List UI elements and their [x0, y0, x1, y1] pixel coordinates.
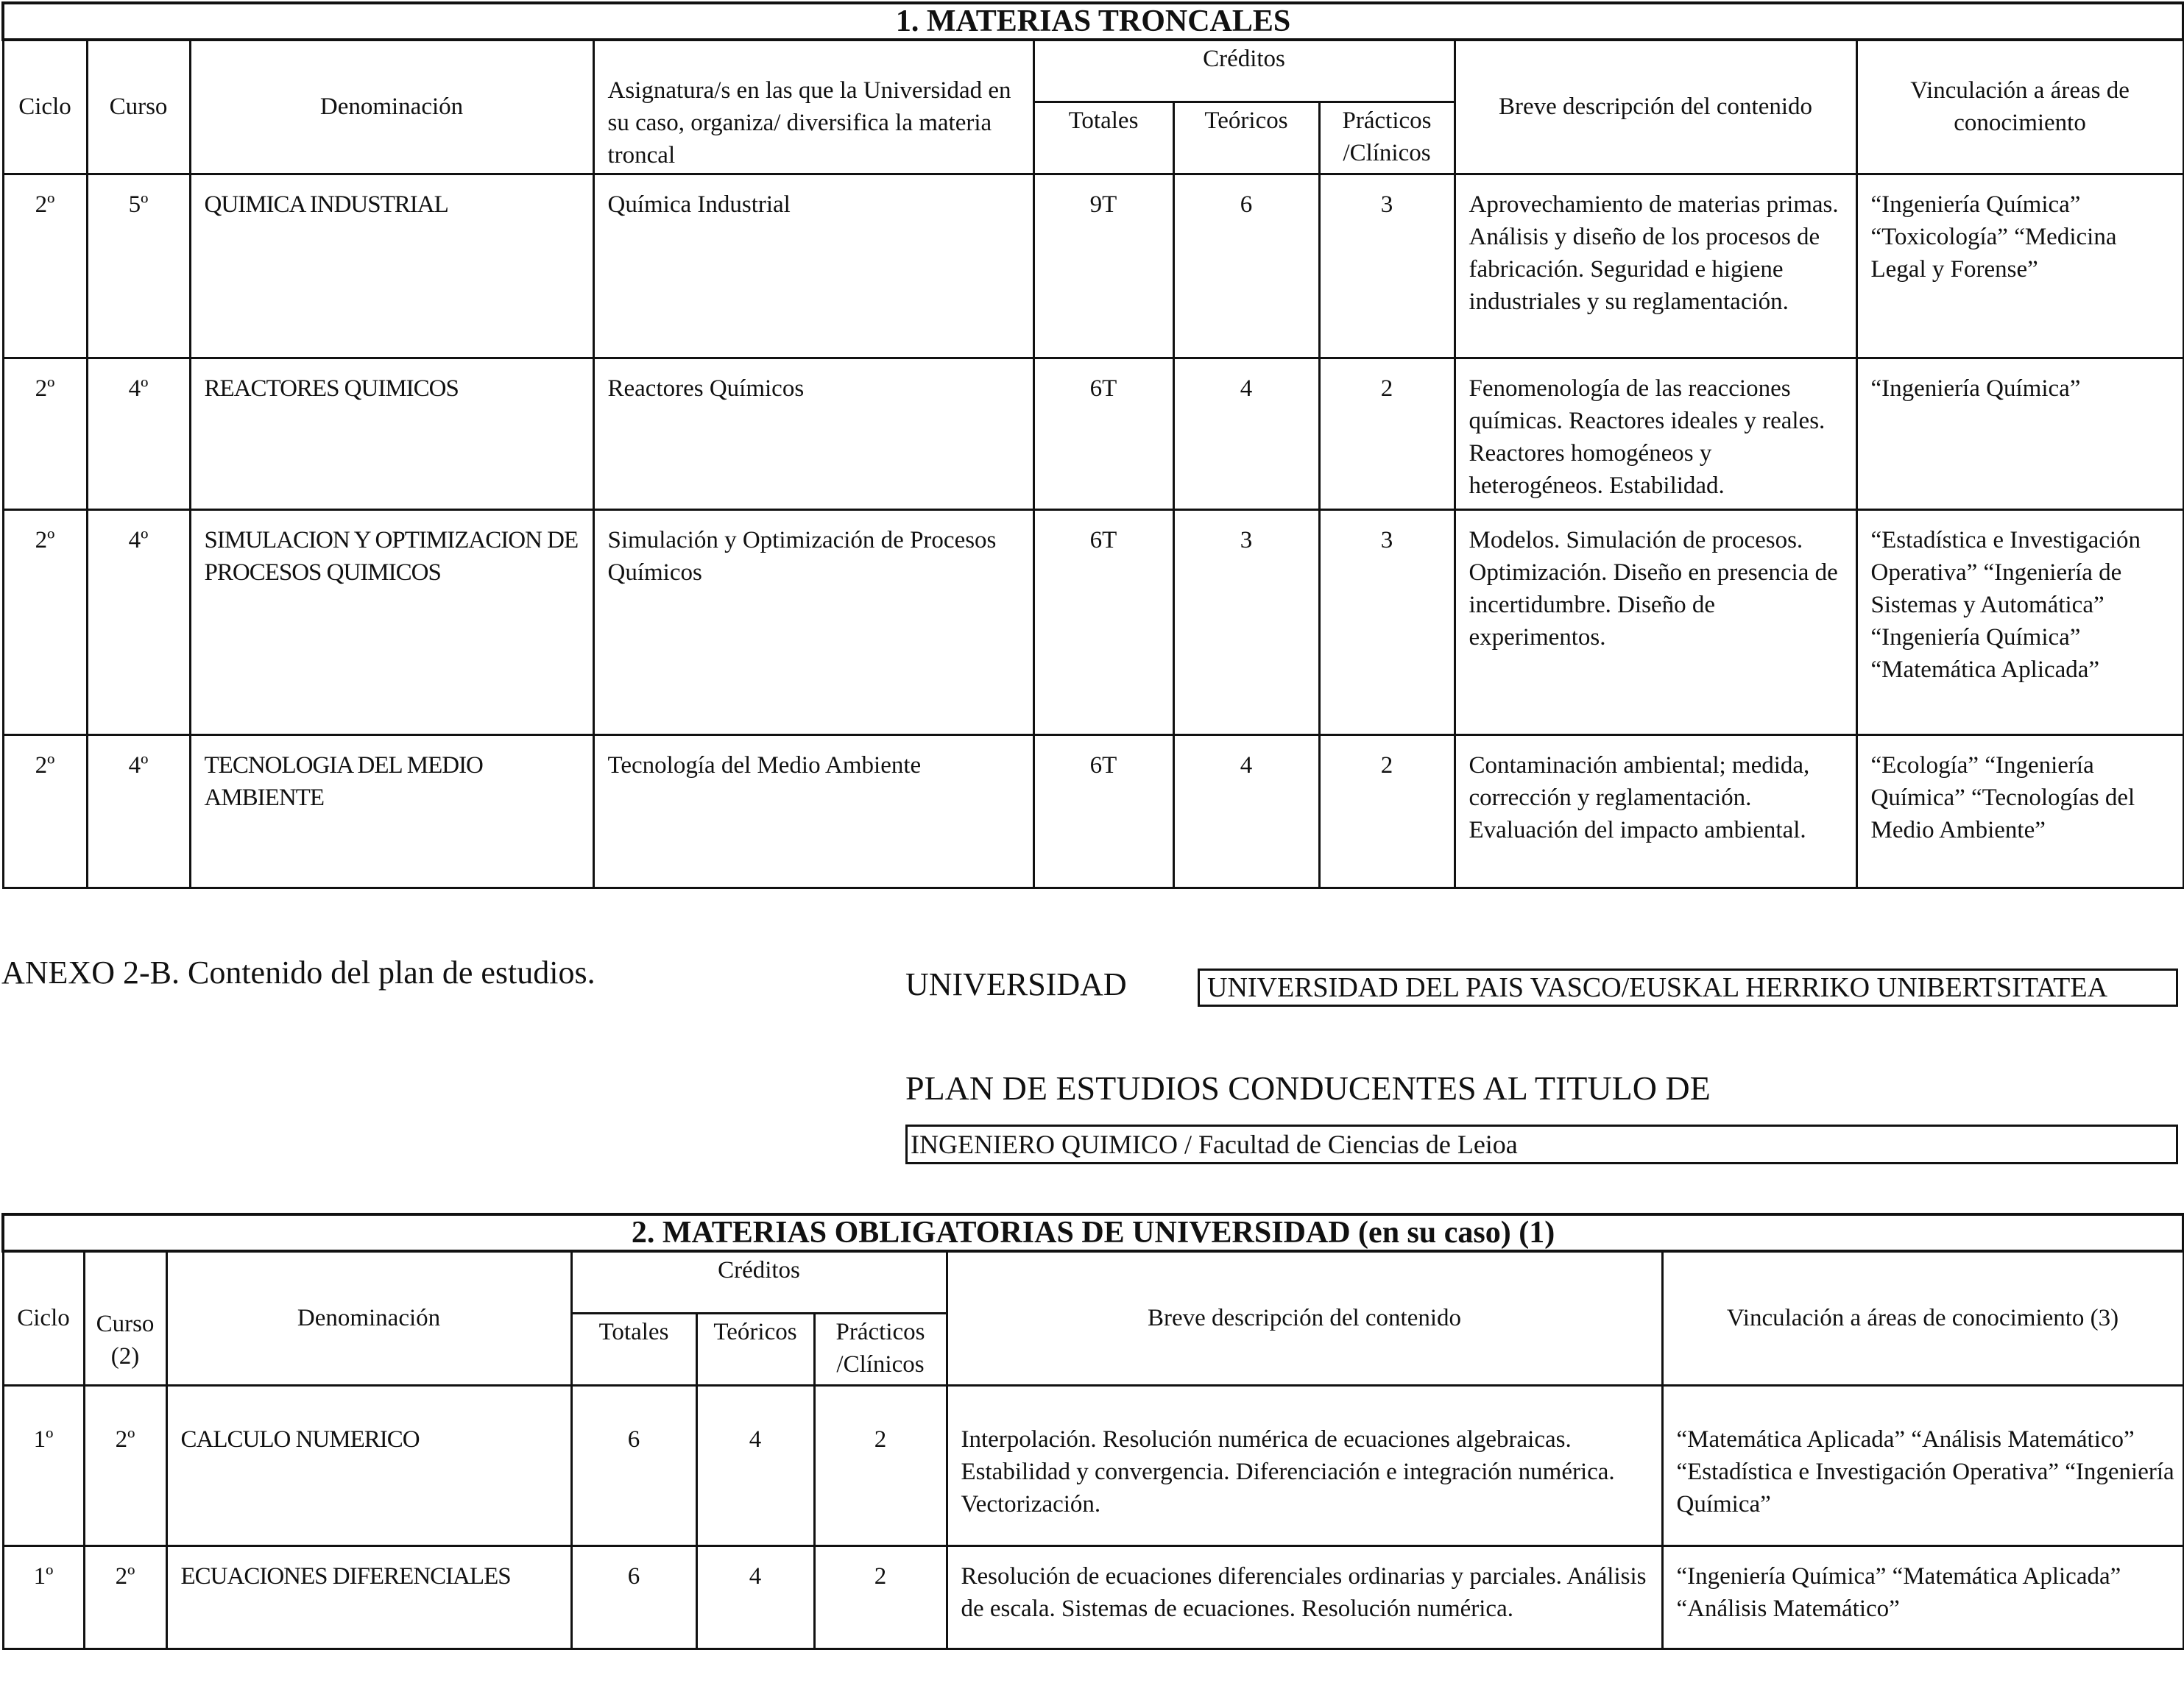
row-curso: 4º [128, 375, 149, 402]
row-totales: 6T [1089, 526, 1117, 553]
universidad-value: UNIVERSIDAD DEL PAIS VASCO/EUSKAL HERRIKO UNIBERTSITATEA [1198, 969, 2178, 1007]
row-curso: 5º [128, 191, 149, 218]
row-asignatura: Simulación y Optimización de Procesos Químicos [607, 526, 997, 586]
header-totales: Totales [571, 1313, 696, 1385]
plan-label: PLAN DE ESTUDIOS CONDUCENTES AL TITULO DE [905, 1069, 1711, 1107]
header-creditos: Créditos [1033, 40, 1455, 102]
header-curso: Curso (2) [84, 1251, 166, 1385]
row-teoricos: 4 [749, 1426, 762, 1453]
section1-title: 1. MATERIAS TRONCALES [3, 3, 2183, 40]
table-row [3, 358, 2183, 509]
header-denominacion: Denominación [190, 40, 593, 174]
header-totales: Totales [1033, 102, 1173, 174]
header-ciclo: Ciclo [3, 1251, 84, 1385]
row-curso: 2º [115, 1426, 135, 1453]
row-ciclo: 2º [35, 526, 55, 553]
row-ciclo: 2º [35, 751, 55, 779]
header-descripcion: Breve descripción del contenido [947, 1251, 1662, 1385]
section2-title: 2. MATERIAS OBLIGATORIAS DE UNIVERSIDAD (en su caso) (1) [3, 1214, 2183, 1251]
row-teoricos: 4 [749, 1562, 762, 1590]
row-totales: 6T [1089, 751, 1117, 779]
row-teoricos: 3 [1240, 526, 1253, 553]
row-practicos: 3 [1380, 526, 1393, 553]
header-denominacion: Denominación [166, 1251, 571, 1385]
table-row [3, 1545, 2183, 1649]
row-ciclo: 1º [33, 1562, 54, 1590]
annex-label: ANEXO 2-B. Contenido del plan de estudios. [1, 955, 596, 991]
header-asignatura: Asignatura/s en las que la Universidad en su caso, organiza/ diversifica la materia troncal [593, 40, 1033, 174]
table-row [3, 1385, 2183, 1545]
row-descripcion: Contaminación ambiental; medida, corrección y reglamentación. Evaluación del impacto ambiental. [1469, 751, 1810, 843]
header-teoricos: Teóricos [1173, 102, 1319, 174]
row-descripcion: Fenomenología de las reacciones químicas. Reactores ideales y reales. Reactores homogéneos y heterogéneos. Estabilidad. [1469, 375, 1826, 499]
row-totales: 9T [1089, 191, 1117, 218]
header-curso: Curso [87, 40, 190, 174]
table-row [3, 174, 2183, 358]
row-denominacion: TECNOLOGIA DEL MEDIO AMBIENTE [204, 751, 483, 811]
row-vinculacion: “Ingeniería Química” “Matemática Aplicada” “Análisis Matemático” [1676, 1562, 2121, 1622]
row-vinculacion: “Ecología” “Ingeniería Química” “Tecnologías del Medio Ambiente” [1870, 751, 2135, 843]
row-ciclo: 1º [33, 1426, 54, 1453]
row-totales: 6 [627, 1426, 640, 1453]
row-totales: 6T [1089, 375, 1117, 402]
row-descripcion: Modelos. Simulación de procesos. Optimización. Diseño en presencia de incertidumbre. Diseño de experimentos. [1469, 526, 1838, 651]
row-denominacion: QUIMICA INDUSTRIAL [204, 191, 448, 218]
row-descripcion: Aprovechamiento de materias primas. Análisis y diseño de los procesos de fabricación. Seguridad e higiene industriales y su reglamentación. [1469, 191, 1839, 315]
row-denominacion: CALCULO NUMERICO [180, 1426, 420, 1453]
header-practicos: Prácticos /Clínicos [1319, 102, 1455, 174]
row-practicos: 2 [874, 1562, 887, 1590]
row-practicos: 3 [1380, 191, 1393, 218]
row-curso: 2º [115, 1562, 135, 1590]
header-vinculacion: Vinculación a áreas de conocimiento [1856, 40, 2183, 174]
universidad-label: UNIVERSIDAD [905, 966, 1127, 1002]
row-totales: 6 [627, 1562, 640, 1590]
table-row [3, 509, 2183, 734]
row-descripcion: Resolución de ecuaciones diferenciales ordinarias y parciales. Análisis de escala. Sistemas de ecuaciones. Resolución numérica. [961, 1562, 1647, 1622]
row-teoricos: 4 [1240, 375, 1253, 402]
row-denominacion: REACTORES QUIMICOS [204, 375, 459, 402]
row-teoricos: 4 [1240, 751, 1253, 779]
row-practicos: 2 [1380, 375, 1393, 402]
row-practicos: 2 [1380, 751, 1393, 779]
row-curso: 4º [128, 751, 149, 779]
row-denominacion: ECUACIONES DIFERENCIALES [180, 1562, 511, 1590]
plan-value: INGENIERO QUIMICO / Facultad de Ciencias de Leioa [905, 1125, 2178, 1164]
row-vinculacion: “Ingeniería Química” [1870, 375, 2081, 402]
row-teoricos: 6 [1240, 191, 1253, 218]
header-practicos: Prácticos /Clínicos [814, 1313, 947, 1385]
row-vinculacion: “Estadística e Investigación Operativa” “Ingeniería de Sistemas y Automática” “Ingeniería Química” “Matemática Aplicada” [1870, 526, 2141, 683]
row-denominacion: SIMULACION Y OPTIMIZACION DE PROCESOS QUIMICOS [204, 526, 579, 586]
materias-troncales-table [1, 1, 2184, 889]
row-ciclo: 2º [35, 191, 55, 218]
row-asignatura: Tecnología del Medio Ambiente [607, 751, 922, 779]
header-descripcion: Breve descripción del contenido [1455, 40, 1856, 174]
header-teoricos: Teóricos [696, 1313, 814, 1385]
row-vinculacion: “Matemática Aplicada” “Análisis Matemático” “Estadística e Investigación Operativa” “Ingeniería Química” [1676, 1426, 2174, 1518]
header-vinculacion: Vinculación a áreas de conocimiento (3) [1662, 1251, 2183, 1385]
row-asignatura: Reactores Químicos [607, 375, 805, 402]
row-vinculacion: “Ingeniería Química” “Toxicología” “Medicina Legal y Forense” [1870, 191, 2117, 283]
materias-obligatorias-table [1, 1213, 2184, 1650]
row-ciclo: 2º [35, 375, 55, 402]
header-creditos: Créditos [571, 1251, 947, 1313]
table-row [3, 734, 2183, 888]
row-curso: 4º [128, 526, 149, 553]
header-ciclo: Ciclo [3, 40, 87, 174]
row-practicos: 2 [874, 1426, 887, 1453]
row-asignatura: Química Industrial [607, 191, 791, 218]
row-descripcion: Interpolación. Resolución numérica de ecuaciones algebraicas. Estabilidad y convergencia. Diferenciación e integración numérica. Vectorización. [961, 1426, 1615, 1518]
